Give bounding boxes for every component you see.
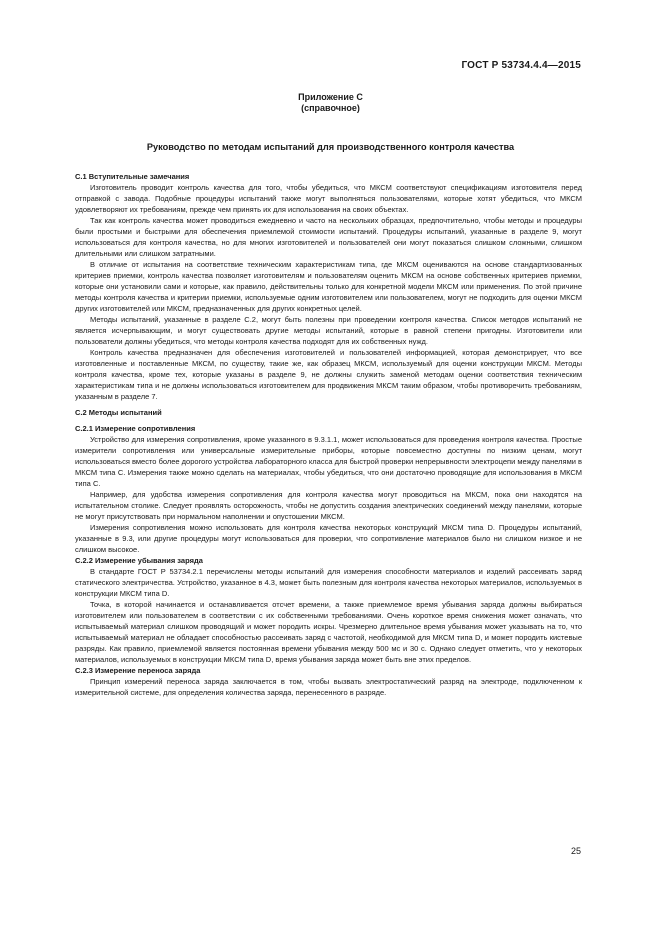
section-heading: С.2 Методы испытаний	[75, 408, 162, 417]
paragraph: В стандарте ГОСТ Р 53734.2.1 перечислены методы испытаний для измерения способности материалов и изделий рассеивать заряд статического электричества. Устройство, указанное в 4.3, может быть полезным для контроля качества некоторых материалов, используемых в конструкции МКСМ типа D.	[75, 567, 582, 598]
document-body	[75, 171, 582, 698]
paragraph: Принцип измерений переноса заряда заключается в том, чтобы вызвать электростатический разряд на электроде, подключенном к измерительной системе, для определения количества заряда, перенесенного в разряде.	[75, 677, 582, 697]
paragraph: Например, для удобства измерения сопротивления для контроля качества могут проводиться на МКСМ, пока они находятся на испытательном столике. Следует проявлять осторожность, чтобы не допустить создания электрических соединений между панелями, которые не могут присутствовать при нормальном наполнении и опустошении МКСМ.	[75, 490, 582, 521]
annex-title: Руководство по методам испытаний для производственного контроля качества	[146, 142, 515, 152]
annex-label: Приложение С	[298, 92, 363, 102]
paragraph: Устройство для измерения сопротивления, кроме указанного в 9.3.1.1, может использоваться для проведения контроля качества. Простые измерители сопротивления или универсальные измерительные приборы, которые повсеместно доступны по низким ценам, могут использоваться вместо более дорогого устройства лабораторного класса для быстрой проверки непрерывности электроцепи между панелями в МКСМ типа С. Измерения также можно сделать на материалах, чтобы убедиться, что они достаточно проводящие для использования в МКСМ типа С.	[75, 435, 582, 488]
subsection-heading: С.2.3 Измерение переноса заряда	[75, 666, 201, 675]
paragraph: Изготовитель проводит контроль качества для того, чтобы убедиться, что МКСМ соответствуют спецификациям изготовителя перед отправкой с завода. Подобные процедуры испытаний также могут выполняться пользователями, которые хотят убедиться, что МКСМ удовлетворяют их требованиям, прежде чем принять их для использования на своих объектах.	[75, 183, 582, 214]
page-number: 25	[570, 846, 581, 856]
paragraph: Точка, в которой начинается и останавливается отсчет времени, а также приемлемое время убывания заряда должны выбираться изготовителем или пользователем в соответствии с их собственными требованиями. Очень короткое время снижения может означать, что испытываемый материал слишком проводящий и может породить искры. Чрезмерно длительное время убывания может указывать на то, что испытываемый материал не обладает способностью рассеивать заряд с частотой, необходимой для МКСМ типа D, и может породить кистевые разряды. Как правило, приемлемой является постоянная времени убывания между 500 мс и 30 с. Однако следует отметить, что у некоторых материалов, используемых в конструкции МКСМ типа D, время убывания заряда может быть вне этих пределов.	[75, 600, 582, 664]
paragraph: Методы испытаний, указанные в разделе С.2, могут быть полезны при проведении контроля качества. Список методов испытаний не является исчерпывающим, и могут существовать другие методы испытаний, которые в равной степени пригодны. Изготовители или пользователи должны убедиться, что методы контроля качества подходят для их собственных нужд.	[75, 315, 582, 346]
paragraph: В отличие от испытания на соответствие техническим характеристикам типа, где МКСМ оцениваются на основе стандартизованных критериев приемки, контроль качества позволяет изготовителям и пользователям оценить МКСМ на основе собственных критериев приемки, которые они установили сами и которые, как правило, действительны только для конкретной модели МКСМ или применения. По этой причине методы контроля качества и критерии приемки, используемые одним изготовителем или пользователем, могут не подходить для оценки МКСМ других изготовителей или МКСМ, предназначенных для других конкретных целей.	[75, 260, 582, 313]
section-heading: С.1 Вступительные замечания	[75, 172, 190, 181]
paragraph: Контроль качества предназначен для обеспечения изготовителей и пользователей информацией, которая демонстрирует, что все изготовленные и поставленные МКСМ, по существу, такие же, как образец МКСМ, используемый для оценки конструкции МКСМ. Методы контроля качества, кроме тех, которые указаны в разделе 9, не должны служить заменой методам оценки соответствия техническим характеристикам типа и не должны использоваться изготовителем для продвижения МКСМ таким образом, чтобы противоречить требованиям, указанным в разделе 7.	[75, 348, 582, 401]
paragraph: Измерения сопротивления можно использовать для контроля качества некоторых конструкций МКСМ типа D. Процедуры испытаний, указанные в 9.3, или другие процедуры могут использоваться для проверки, что сопротивление материалов было ни слишком низкое и не слишком высокое.	[75, 523, 582, 554]
paragraph: Так как контроль качества может проводиться ежедневно и часто на нескольких образцах, предпочтительно, чтобы методы и процедуры были простыми и быстрыми для обеспечения приемлемой стоимости испытаний. Процедуры испытаний, указанные в разделе 9, могут использоваться для контроля качества, но для многих изготовителей и пользователей они могут показаться слишком сложными, слишком длительными или слишком затратными.	[75, 216, 582, 258]
subsection-heading: С.2.2 Измерение убывания заряда	[75, 556, 203, 565]
document-code: ГОСТ Р 53734.4.4—2015	[461, 60, 581, 71]
annex-note: (справочное)	[301, 103, 360, 113]
subsection-heading: С.2.1 Измерение сопротивления	[75, 424, 196, 433]
annex-heading	[0, 92, 661, 114]
